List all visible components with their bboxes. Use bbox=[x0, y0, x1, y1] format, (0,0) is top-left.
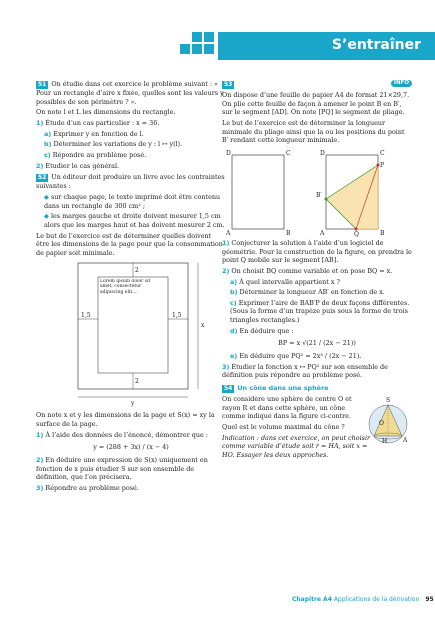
top-margin-label: 2 bbox=[135, 267, 139, 275]
cone-sphere-figure bbox=[366, 394, 410, 454]
exercise-number: 53 bbox=[224, 81, 233, 88]
exercise-52 bbox=[36, 173, 226, 191]
exercise-text: Un éditeur doit produire un livre avec les contraintes suivantes : bbox=[36, 173, 225, 191]
question: Étudier la fonction x ↦ PQ² sur son ensemble de définition puis répondre au problème posé. bbox=[222, 362, 388, 380]
question: Exprimer l’aire de BAB′P de deux façons différentes. (Sous la forme d’un trapèze puis sous la forme de trois triangles rectangles.) bbox=[230, 298, 410, 325]
header-decoration bbox=[158, 32, 216, 60]
exercise-53 bbox=[222, 80, 412, 145]
question: On choisit BQ comme variable et on pose BQ = x. bbox=[231, 266, 393, 275]
question: Étudier le cas général. bbox=[45, 161, 120, 170]
left-column: 51 On étudie dans cet exercice le problème suivant : « Pour un rectangle d’aire x fixée, quelles sont les valeurs y possibles de son périmètre ? ». On note l et L les dimensions du rectangle. 1) Étude d’un cas particulier : x = 36. a) Exprimer y en fonction de l. b) Déterminer les variations de y : l ↦ y(l). c) Répondre au problème posé. 2) Étudier le cas général. 52 Un éditeur doit produire un livre avec les contraintes suivantes : ◆ sur chaque page, le texte imprimé doit être contenu dans un rectangle de 300 cm² ; ◆ les marges gauche et droite doivent mesurer 1,5 cm alors que les marges haut et bas doivent mesurer 2 cm. Le but de l’exercice est de déterminer quelles doivent être les dimensions de la page pour que la consommation de papier soit minimale. Lorem ipsum dolor sit amet, consectetur adipiscing elit.... 2 2 1,5 1,5 x y On note x et y les dimensions de la page et S(x) = xy la surface de la page. 1) À l’aide des données de l’énoncé, démontrer que : y = (288 + 3x) / (x − 4) 2) En déduire une expression de S(x) uniquement en fonction de x puis étudier S sur son ensemble de définition, que l’on précisera. 3) Répondre au problème posé. bbox=[36, 80, 225, 492]
left-margin-label: 1,5 bbox=[81, 312, 91, 320]
question: En déduire une expression de S(x) uniquement en fonction de x puis étudier S sur son ensemble de définition, que l’on précisera. bbox=[36, 456, 208, 482]
svg-text:A: A bbox=[226, 229, 231, 237]
chapter-title: Applications de la dérivation bbox=[333, 596, 420, 603]
exercise-text: On considère une sphère de centre O et rayon R et dans cette sphère, un cône comme indiqué dans la figure ci-contre. bbox=[222, 395, 352, 421]
page-layout-figure bbox=[36, 259, 226, 409]
question: Conjecturer la solution à l’aide d’un logiciel de géométrie. Pour la construction de la figure, on prendra le point Q mobile sur le segment [AB]. bbox=[222, 238, 412, 265]
svg-text:A: A bbox=[320, 229, 325, 237]
formula: y = (288 + 3x) / (x − 4) bbox=[93, 443, 169, 452]
exercise-number: 52 bbox=[38, 174, 47, 182]
svg-text:O: O bbox=[379, 419, 384, 427]
question: Déterminer la longueur AB′ en fonction de x. bbox=[239, 288, 385, 297]
question: Déterminer les variations de y : l ↦ y(l). bbox=[53, 140, 183, 149]
svg-text:H: H bbox=[382, 437, 388, 445]
svg-text:B′: B′ bbox=[316, 191, 322, 199]
exercise-number: 51 bbox=[38, 81, 47, 88]
exercise-text: Le but de l’exercice est de déterminer quelles doivent être les dimensions de la page pour que la consommation de papier soit minimale. bbox=[36, 231, 223, 257]
indication: Indication : dans cet exercice, on peut choisir comme variable d’étude soit r = HA, soit x = HO. Essayer les deux approches. bbox=[222, 433, 371, 459]
exercise-text: On étudie dans cet exercice le problème suivant : « Pour un rectangle d’aire x fixée, quelles sont les valeurs y possibles de son périmètre ? ». bbox=[36, 80, 224, 106]
exercise-number: 54 bbox=[224, 384, 233, 392]
formula: BP = x √(21 / (2x − 21)) bbox=[278, 339, 356, 348]
exercise-54 bbox=[222, 384, 412, 460]
exercise-51 bbox=[36, 80, 226, 106]
question: Répondre au problème posé. bbox=[52, 150, 147, 159]
question: En déduire que : bbox=[239, 326, 294, 335]
svg-text:D: D bbox=[320, 149, 325, 157]
svg-text:B: B bbox=[380, 229, 385, 237]
right-margin-label: 1,5 bbox=[172, 312, 182, 320]
question: Répondre au problème posé. bbox=[45, 483, 139, 492]
question: En déduire que PQ² = 2x³ / (2x − 21). bbox=[239, 351, 362, 360]
question: Exprimer y en fonction de l. bbox=[53, 129, 144, 138]
x-label: x bbox=[201, 322, 205, 330]
svg-text:S: S bbox=[386, 396, 391, 404]
svg-text:C: C bbox=[286, 149, 291, 157]
question: Étude d’un cas particulier : x = 36. bbox=[45, 119, 160, 128]
exercise-text: On dispose d’une feuille de papier A4 de format 21×29,7. On plie cette feuille de façon à amener le point B en B′, sur le segment [AD]. On note [PQ] le segment de pliage. bbox=[222, 91, 410, 117]
y-label: y bbox=[131, 400, 135, 408]
page-title: S’entraîner bbox=[331, 37, 421, 53]
page-footer bbox=[292, 596, 434, 604]
svg-text:P: P bbox=[380, 161, 385, 169]
list-item: sur chaque page, le texte imprimé doit être contenu dans un rectangle de 300 cm² ; bbox=[44, 192, 221, 210]
folding-figure bbox=[222, 147, 412, 237]
page-header bbox=[218, 32, 435, 60]
exercise-text: Le but de l’exercice est de déterminer la longueur minimale du pliage ainsi que la ou les positions du point B′ rendant cette longueur minimale. bbox=[222, 119, 405, 145]
svg-text:B: B bbox=[286, 229, 291, 237]
exercise-text: On note l et L les dimensions du rectangle. bbox=[36, 108, 176, 117]
svg-text:A: A bbox=[403, 436, 408, 444]
exercise-text: On note x et y les dimensions de la page et S(x) = xy la surface de la page. bbox=[36, 411, 215, 429]
exercise-title: Un cône dans une sphère bbox=[237, 383, 329, 392]
svg-text:D: D bbox=[226, 149, 231, 157]
svg-text:C: C bbox=[380, 149, 385, 157]
right-column: INFO 53 On dispose d’une feuille de papier A4 de format 21×29,7. On plie cette feuille de façon à amener le point B en B′, sur le segment [AD]. On note [PQ] le segment de pliage. Le but de l’exercice est de déterminer la longueur minimale du pliage ainsi que la ou les positions du point B′ rendant cette longueur minimale. D C A B D C P B′ A Q B 1) Conjecturer la solution à l’aide d’un logiciel de géométrie. Pour la construction de la figure, on prendra le point Q mobile sur le segment [AB]. 2) On choisit BQ comme variable et on pose BQ = x. a) À quel intervalle appartient x ? b) Déterminer la longueur AB′ en fonction de x. c) Exprimer l’aire de BAB′P de deux façons différentes. (Sous la forme d’un trapèze puis sous la forme de trois triangles rectangles.) d) En déduire que : BP = x √(21 / (2x − 21)) e) En déduire que PQ² = 2x³ / (2x − 21). 3) Étudier la fonction x ↦ PQ² sur son ensemble de définition puis répondre au problème posé. 54 Un cône dans une sphère S O H A On considère une sphère de centre O et rayon R et dans cette sphère, un cône comme indiqué dans la figure ci-contre. Quel est le volume maximal du cône ? Indication : dans cet exercice, on peut choisir comme variable d’étude soit r = HA, soit x = HO. Essayer les deux approches. bbox=[222, 80, 412, 459]
question: À quel intervalle appartient x ? bbox=[239, 277, 340, 286]
page-number: 95 bbox=[425, 596, 434, 603]
lorem-text: Lorem ipsum dolor sit amet, consectetur adipiscing elit.... bbox=[100, 279, 151, 296]
list-item: les marges gauche et droite doivent mesurer 1,5 cm alors que les marges haut et bas doivent mesurer 2 cm. bbox=[44, 212, 225, 229]
question: Quel est le volume maximal du cône ? bbox=[222, 422, 345, 431]
svg-text:Q: Q bbox=[354, 230, 359, 237]
info-badge: INFO bbox=[391, 80, 412, 87]
question: À l’aide des données de l’énoncé, démontrer que : bbox=[45, 430, 208, 439]
bottom-margin-label: 2 bbox=[135, 378, 139, 386]
chapter-label: Chapitre A4 bbox=[292, 596, 332, 603]
